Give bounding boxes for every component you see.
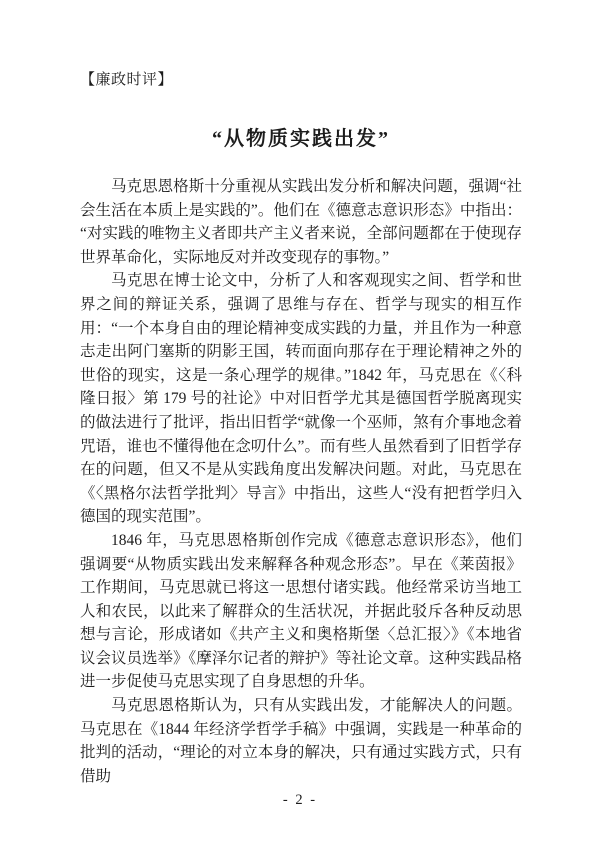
column-header: 【廉政时评】 [80, 72, 174, 88]
paragraph-2: 马克思在博士论文中，分析了人和客观现实之间、哲学和世界之间的辩证关系，强调了思维与存在、哲学与现实的相互作用：“一个本身自由的理论精神变成实践的力量，并且作为一种意志走出阿门塞斯的阴影王国，转而面向那存在于理论精神之外的世俗的现实，这是一条心理学的规律。”1842 年，马克思在《〈科隆日报〉第 179 号的社论》中对旧哲学尤其是德国哲学脱离现实的做法进行了批评，指出旧哲学“就像一个巫师，煞有介事地念着咒语，谁也不懂得他在念叨什么”。而有些人虽然看到了旧哲学存在的问题，但又不是从实践角度出发解决问题。对此，马克思在《〈黑格尔法哲学批判〉导言》中指出，这些人“没有把哲学归入德国的现实范围”。 [80, 272, 522, 526]
paragraph-1: 马克思恩格斯十分重视从实践出发分析和解决问题，强调“社会生活在本质上是实践的”。他们在《德意志意识形态》中指出：“对实践的唯物主义者即共产主义者来说，全部问题都在于使现存世界革命化，实际地反对并改变现存的事物。” [80, 178, 522, 266]
paragraph-4: 马克思恩格斯认为，只有从实践出发，才能解决人的问题。马克思在《1844 年经济学哲学手稿》中强调，实践是一种革命的批判的活动，“理论的对立本身的解决，只有通过实践方式，只有借助 [80, 697, 522, 785]
article-title: “从物质实践出发” [212, 128, 390, 150]
paragraph-3: 1846 年，马克思恩格斯创作完成《德意志意识形态》，他们强调要“从物质实践出发来解释各种观念形态”。早在《莱茵报》工作期间，马克思就已将这一思想付诸实践。他经常采访当地工人和农民，以此来了解群众的生活状况，并据此驳斥各种反动思想与言论，形成诸如《共产主义和奥格斯堡〈总汇报〉》《本地省议会议员选举》《摩泽尔记者的辩护》等社论文章。这种实践品格进一步促使马克思实现了自身思想的升华。 [80, 531, 522, 691]
article-body [80, 175, 522, 788]
page-number: - 2 - [282, 792, 318, 808]
